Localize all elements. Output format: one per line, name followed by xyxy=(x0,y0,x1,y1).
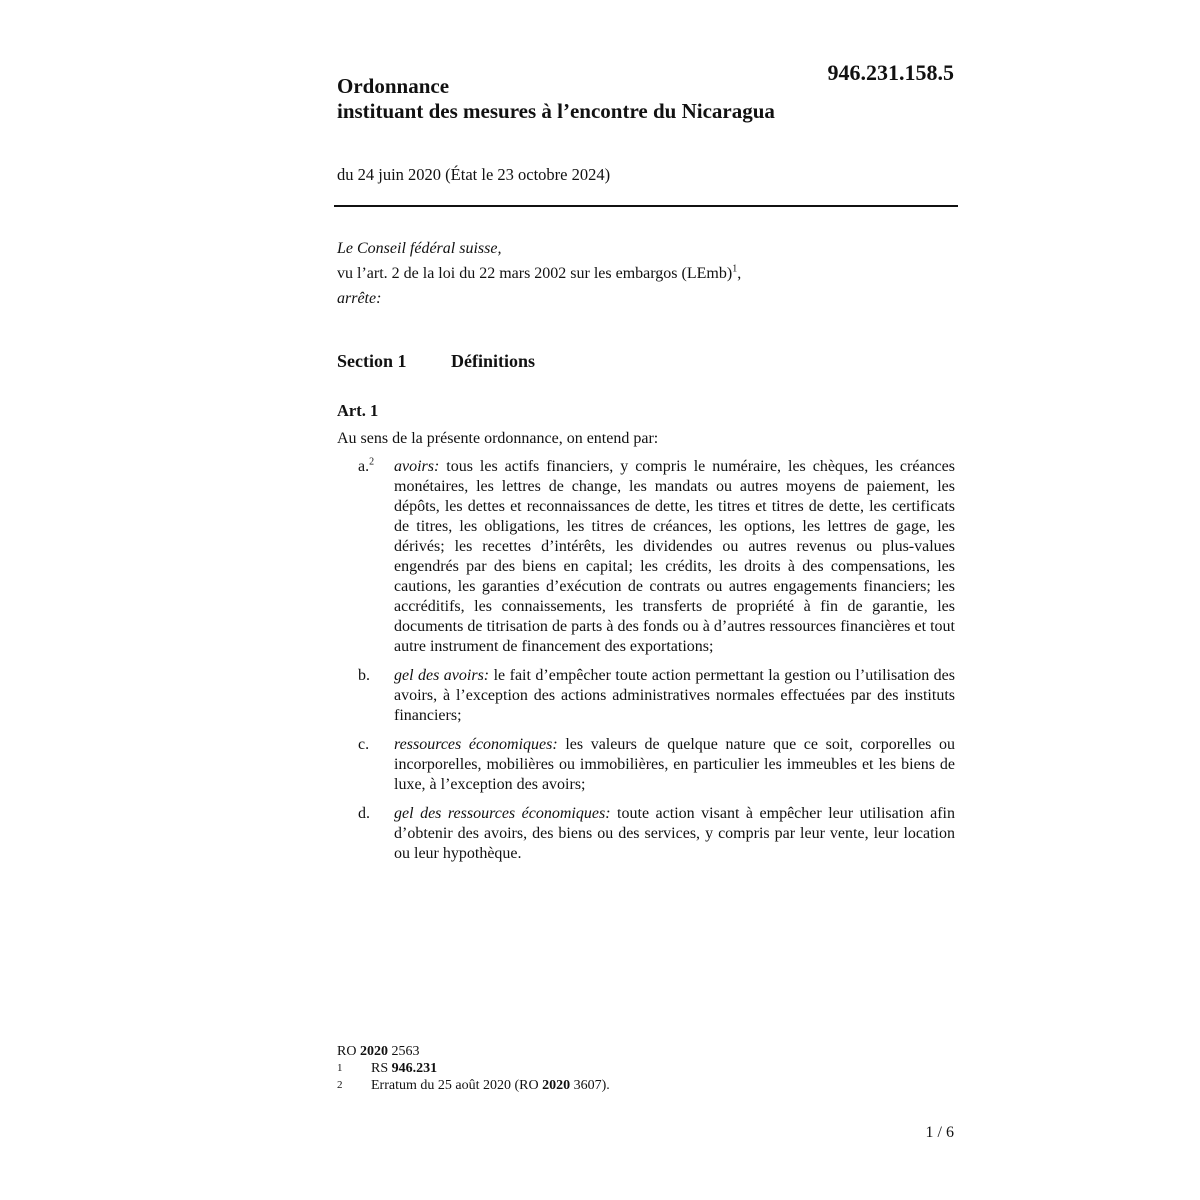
preamble-basis-text: vu l’art. 2 de la loi du 22 mars 2002 sur les embargos (LEmb) xyxy=(337,265,733,282)
document-title xyxy=(337,74,897,124)
definition-text: ressources économiques: les valeurs de quelque nature que ce soit, corporelles ou incorporelles, mobilières ou immobilières, en particulier les immeubles et les biens de luxe, à l’exception des avoirs; xyxy=(394,736,956,793)
title-line-2: instituant des mesures à l’encontre du Nicaragua xyxy=(337,99,775,123)
header-divider xyxy=(334,205,958,207)
definitions-list xyxy=(337,457,955,873)
definition-item xyxy=(337,666,955,726)
preamble-basis-end: , xyxy=(737,265,742,282)
definition-item xyxy=(337,735,955,795)
sr-number: 946.231.158.5 xyxy=(827,60,954,85)
preamble-basis xyxy=(337,261,955,286)
section-title: Définitions xyxy=(451,351,536,371)
footnote-number: 1 xyxy=(337,1062,343,1074)
footnote-number: 2 xyxy=(337,1079,343,1091)
definition-label: c. xyxy=(358,736,370,753)
definition-label: a.$^2$ xyxy=(358,456,375,475)
footnote-ref-2[interactable]: 2 xyxy=(369,456,375,468)
footnote-text: Erratum du 25 août 2020 (RO 2020 3607). xyxy=(371,1078,610,1093)
definition-label: d. xyxy=(358,805,370,822)
section-number: Section 1 xyxy=(337,351,407,371)
definition-term: ressources économiques: xyxy=(394,736,558,753)
definition-term: avoirs: xyxy=(394,458,440,475)
footnote-text: RS 946.231 xyxy=(371,1061,438,1076)
definition-item xyxy=(337,804,955,864)
definition-text: gel des avoirs: le fait d’empêcher toute action permettant la gestion ou l’utilisation des avoirs, à l’exception des actions administratives normales effectuées par des instituts financiers; xyxy=(394,667,955,724)
definition-term: gel des ressources économiques: xyxy=(394,805,611,822)
definition-term: gel des avoirs: xyxy=(394,667,490,684)
footnote-ref-1[interactable]: 1 xyxy=(732,263,738,275)
footnote-2 xyxy=(337,1077,955,1094)
ro-reference: RO 2020 2563 xyxy=(337,1044,420,1059)
preamble-decree: arrête: xyxy=(337,290,382,307)
definition-text: gel des ressources économiques: toute action visant à empêcher leur utilisation afin d’obtenir des avoirs, des biens ou des services, y compris par leur vente, leur location ou leur hypothèque. xyxy=(394,805,955,862)
footnote-1 xyxy=(337,1060,955,1077)
definition-text: avoirs: tous les actifs financiers, y compris le numéraire, les chèques, les créances monétaires, les lettres de change, les mandats ou autres moyens de paiement, les dépôts, les dettes et reconnaissances de dette, les titres et titres de dette, les certificats de titres, les obligations, les titres de créances, les options, les lettres de gage, les dérivés; les recettes d’intérêts, les dividendes ou autres revenus ou plus-values engendrés par des biens en capital; les crédits, les droits à des compensations, les cautions, les garanties d’exécution de contrats ou autres engagements financiers; les accréditifs, les connaissements, les transferts de propriété à fin de garantie, les documents de titrisation de parts à des fonds ou à d’autres ressources financières et tout autre instrument de financement des exportations; xyxy=(394,458,955,655)
footnotes xyxy=(337,1043,955,1094)
document-date: du 24 juin 2020 (État le 23 octobre 2024) xyxy=(337,165,611,184)
preamble xyxy=(337,236,955,311)
section-heading xyxy=(337,351,535,372)
title-line-1: Ordonnance xyxy=(337,74,450,98)
definition-item xyxy=(337,457,955,657)
article-intro: Au sens de la présente ordonnance, on entend par: xyxy=(337,430,659,447)
preamble-authority: Le Conseil fédéral suisse, xyxy=(337,240,502,257)
page-number: 1 / 6 xyxy=(925,1124,954,1141)
definition-label: b. xyxy=(358,667,370,684)
article-heading: Art. 1 xyxy=(337,401,379,420)
